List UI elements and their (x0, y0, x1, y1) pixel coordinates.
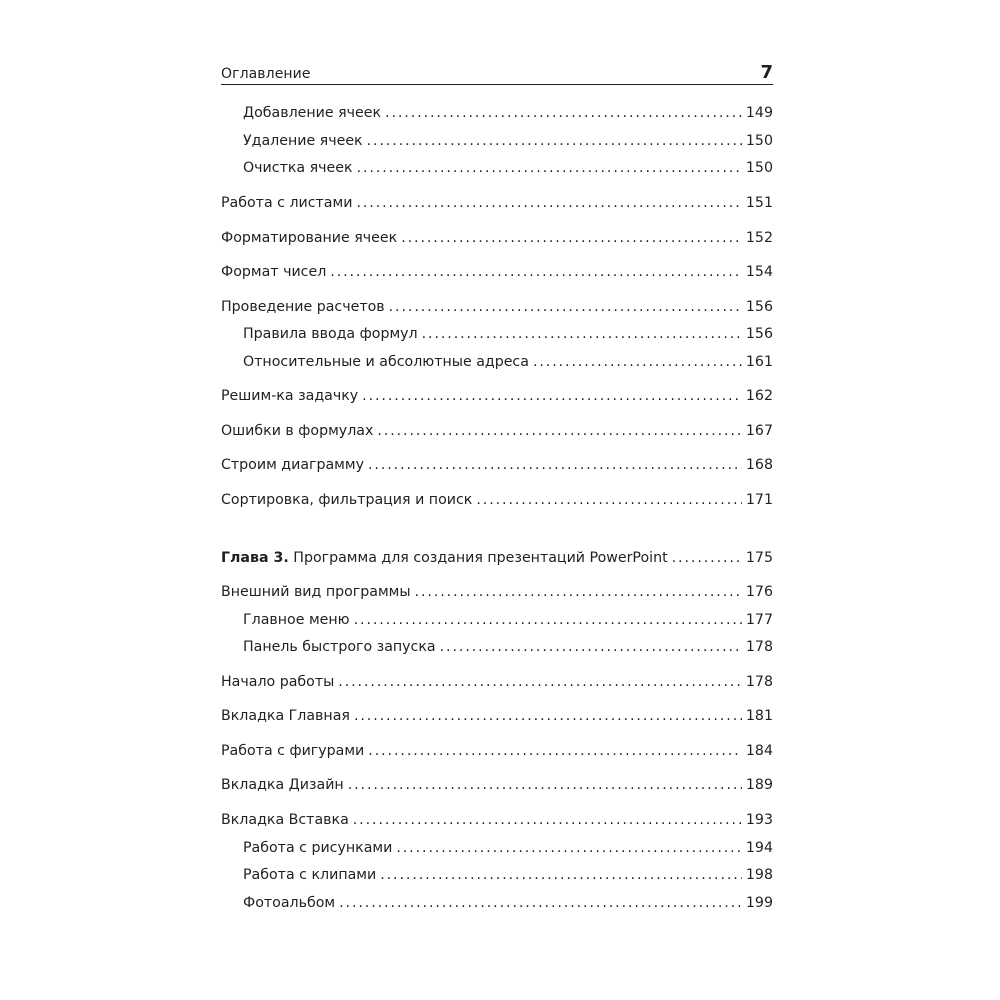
toc-entry-title: Решим-ка задачку (221, 388, 359, 404)
dot-leader (330, 264, 742, 280)
toc-entry-page: 152 (745, 230, 773, 246)
chapter-title: Программа для создания презентаций PowerPoint (293, 550, 668, 566)
dot-leader (353, 812, 742, 828)
dot-leader (362, 388, 742, 404)
toc-entry-title: Работа с фигурами (221, 743, 365, 759)
toc-entry (243, 612, 773, 632)
toc-entry (243, 160, 773, 180)
toc-entry (221, 777, 773, 797)
toc-entry-title: Главное меню (243, 612, 350, 628)
toc-entry-title: Сортировка, фильтрация и поиск (221, 492, 473, 508)
dot-leader (440, 639, 742, 655)
toc-entry-title: Ошибки в формулах (221, 423, 374, 439)
toc-entry-title: Формат чисел (221, 264, 327, 280)
toc-entry (221, 812, 773, 832)
dot-leader (338, 674, 742, 690)
toc-entry-page: 171 (745, 492, 773, 508)
toc-entry-title: Правила ввода формул (243, 326, 418, 342)
dot-leader (672, 550, 742, 566)
toc-entry-title: Работа с листами (221, 195, 353, 211)
toc-entry (243, 354, 773, 374)
toc-entry-page: 176 (745, 584, 773, 600)
toc-entry-title: Фотоальбом (243, 895, 336, 911)
toc-entry-page: 156 (745, 299, 773, 315)
dot-leader (385, 105, 742, 121)
toc-entry-title: Относительные и абсолютные адреса (243, 354, 529, 370)
toc-entry (243, 895, 773, 915)
header-rule (221, 84, 773, 85)
dot-leader (356, 195, 741, 211)
toc-entry (221, 457, 773, 477)
dot-leader (533, 354, 742, 370)
toc-entry-page: 199 (745, 895, 773, 911)
dot-leader (401, 230, 742, 246)
toc-entry-page: 151 (745, 195, 773, 211)
toc-entry-title: Строим диаграмму (221, 457, 364, 473)
toc-entry (221, 299, 773, 319)
toc-entry (221, 743, 773, 763)
dot-leader (389, 299, 742, 315)
toc-entry-page: 175 (745, 550, 773, 566)
toc-entry-title: Вкладка Дизайн (221, 777, 344, 793)
toc-entry (221, 492, 773, 512)
toc-entry-page: 162 (745, 388, 773, 404)
toc-entry-page: 167 (745, 423, 773, 439)
toc-entry-title: Вкладка Вставка (221, 812, 349, 828)
toc-entry-page: 177 (745, 612, 773, 628)
toc-entry-title: Добавление ячеек (243, 105, 382, 121)
toc-entry-title: Удаление ячеек (243, 133, 363, 149)
toc-entry (221, 195, 773, 215)
toc-chapter-entry (221, 550, 773, 570)
toc-entry (221, 708, 773, 728)
dot-leader (368, 743, 742, 759)
toc-entry-page: 178 (745, 639, 773, 655)
page-number: 7 (760, 62, 773, 83)
toc-entry (221, 388, 773, 408)
toc-entry-title: Очистка ячеек (243, 160, 353, 176)
toc-entry (243, 639, 773, 659)
dot-leader (396, 840, 742, 856)
running-title: Оглавление (221, 66, 311, 82)
dot-leader (476, 492, 742, 508)
dot-leader (422, 326, 742, 342)
toc-entry-page: 150 (745, 160, 773, 176)
dot-leader (368, 457, 742, 473)
chapter-label: Глава 3. (221, 550, 289, 566)
toc-entry-page: 149 (745, 105, 773, 121)
page-header (221, 62, 773, 86)
toc-entry-title: Начало работы (221, 674, 335, 690)
dot-leader (380, 867, 742, 883)
toc-entry (243, 133, 773, 153)
toc-entry-page: 178 (745, 674, 773, 690)
toc-entry-page: 168 (745, 457, 773, 473)
toc-entry (221, 230, 773, 250)
dot-leader (339, 895, 742, 911)
toc-entry-title: Работа с рисунками (243, 840, 393, 856)
dot-leader (348, 777, 742, 793)
toc-entry-page: 194 (745, 840, 773, 856)
toc-entry (221, 423, 773, 443)
dot-leader (367, 133, 742, 149)
toc-entry (221, 674, 773, 694)
toc-entry (243, 867, 773, 887)
dot-leader (354, 612, 742, 628)
toc-entry-page: 184 (745, 743, 773, 759)
dot-leader (354, 708, 742, 724)
toc-entry (243, 326, 773, 346)
toc-entry-title: Внешний вид программы (221, 584, 411, 600)
toc-entry-title: Работа с клипами (243, 867, 377, 883)
dot-leader (357, 160, 742, 176)
toc-entry-title: Проведение расчетов (221, 299, 385, 315)
toc-entry-title: Вкладка Главная (221, 708, 350, 724)
toc-entry (221, 264, 773, 284)
toc-entry-title: Панель быстрого запуска (243, 639, 436, 655)
toc-entry-page: 193 (745, 812, 773, 828)
toc-entry-page: 198 (745, 867, 773, 883)
dot-leader (415, 584, 742, 600)
toc-entry-page: 181 (745, 708, 773, 724)
toc-entry (243, 840, 773, 860)
toc-entry-page: 161 (745, 354, 773, 370)
toc-entry-title: Форматирование ячеек (221, 230, 398, 246)
toc-entry-page: 189 (745, 777, 773, 793)
toc-entry (243, 105, 773, 125)
toc-entry-page: 154 (745, 264, 773, 280)
toc-entry-page: 156 (745, 326, 773, 342)
toc-entry-title (221, 550, 672, 566)
toc-entry (221, 584, 773, 604)
toc-entry-page: 150 (745, 133, 773, 149)
dot-leader (377, 423, 742, 439)
